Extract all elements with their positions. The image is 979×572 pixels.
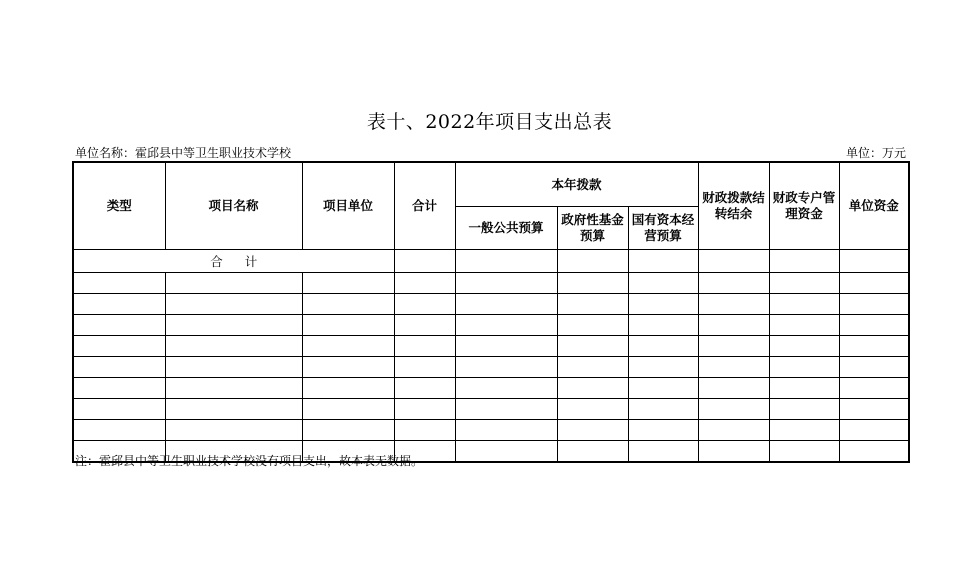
table-cell [839, 250, 909, 273]
table-row [73, 294, 909, 315]
header-general-budget: 一般公共预算 [455, 207, 557, 250]
table-cell [302, 294, 394, 315]
table-cell [698, 441, 769, 463]
table-cell [455, 357, 557, 378]
table-cell [839, 378, 909, 399]
table-cell [73, 336, 165, 357]
table-cell [769, 315, 839, 336]
table-cell [557, 315, 628, 336]
table-cell [557, 294, 628, 315]
table-cell [394, 250, 455, 273]
table-cell [698, 273, 769, 294]
table-cell [394, 273, 455, 294]
table-cell [839, 315, 909, 336]
table-cell [394, 294, 455, 315]
table-cell [455, 294, 557, 315]
total-row-label: 合计 [210, 254, 280, 269]
header-carryover-line1: 财政拨款结 [702, 190, 765, 205]
table-cell [557, 399, 628, 420]
table-cell [394, 378, 455, 399]
table-cell [394, 420, 455, 441]
table-cell [73, 273, 165, 294]
table-cell [628, 378, 698, 399]
table-cell [698, 250, 769, 273]
table-row [73, 399, 909, 420]
table-cell [73, 378, 165, 399]
table-row [73, 378, 909, 399]
table-cell [698, 315, 769, 336]
page-title: 表十、2022年项目支出总表 [366, 111, 613, 133]
header-gov-fund-line2: 预算 [579, 228, 605, 243]
table-cell [73, 420, 165, 441]
header-project-name: 项目名称 [165, 162, 302, 250]
table-row [73, 336, 909, 357]
table-cell [769, 441, 839, 463]
table-cell [557, 336, 628, 357]
table-cell [769, 294, 839, 315]
header-state-capital [628, 207, 698, 250]
table-cell [455, 420, 557, 441]
table-cell [455, 315, 557, 336]
table-cell [302, 378, 394, 399]
table-cell [698, 294, 769, 315]
header-special-line1: 财政专户管 [772, 190, 836, 205]
header-total: 合计 [394, 162, 455, 250]
table-cell [455, 250, 557, 273]
table-cell [769, 378, 839, 399]
table-cell [455, 441, 557, 463]
table-cell [839, 294, 909, 315]
table-cell [557, 378, 628, 399]
header-unit-funds: 单位资金 [839, 162, 909, 250]
table-row [73, 357, 909, 378]
table-cell [769, 336, 839, 357]
footnote: 注：霍邱县中等卫生职业技术学校没有项目支出，故本表无数据。 [75, 454, 424, 468]
table-cell [557, 357, 628, 378]
table-cell [628, 273, 698, 294]
table-cell [165, 273, 302, 294]
table-cell [769, 399, 839, 420]
project-expenditure-table [72, 161, 910, 463]
table-cell [455, 273, 557, 294]
header-carryover-line2: 转结余 [714, 206, 753, 221]
table-cell [165, 336, 302, 357]
table-cell [73, 357, 165, 378]
header-special-account [769, 162, 839, 250]
table-cell [394, 336, 455, 357]
table-cell [165, 294, 302, 315]
table-cell [302, 273, 394, 294]
table-cell [394, 399, 455, 420]
total-row [73, 250, 909, 273]
total-row-label-cell [73, 250, 394, 273]
table-cell [628, 420, 698, 441]
table-cell [628, 357, 698, 378]
table-cell [628, 315, 698, 336]
header-gov-fund [557, 207, 628, 250]
money-unit-label: 单位：万元 [845, 146, 906, 160]
header-carryover [698, 162, 769, 250]
table-cell [698, 336, 769, 357]
table-cell [302, 420, 394, 441]
table-cell [698, 378, 769, 399]
table-cell [839, 336, 909, 357]
table-cell [394, 357, 455, 378]
table-cell [455, 378, 557, 399]
table-cell [628, 441, 698, 463]
table-cell [165, 315, 302, 336]
table-cell [698, 357, 769, 378]
table-cell [628, 294, 698, 315]
table-cell [165, 378, 302, 399]
table-cell [165, 357, 302, 378]
table-cell [455, 336, 557, 357]
header-state-capital-line1: 国有资本经 [631, 212, 695, 227]
table-cell [165, 399, 302, 420]
header-type: 类型 [73, 162, 165, 250]
table-cell [557, 420, 628, 441]
table-cell [394, 315, 455, 336]
table-cell [769, 357, 839, 378]
header-state-capital-line2: 营预算 [644, 228, 682, 243]
table-cell [73, 294, 165, 315]
table-cell [628, 399, 698, 420]
header-gov-fund-line1: 政府性基金 [561, 212, 624, 227]
table-cell [839, 420, 909, 441]
table-cell [769, 420, 839, 441]
table-cell [628, 336, 698, 357]
table-cell [165, 420, 302, 441]
table-cell [302, 357, 394, 378]
table-cell [557, 441, 628, 463]
table-row [73, 315, 909, 336]
table-cell [839, 357, 909, 378]
header-project-unit: 项目单位 [302, 162, 394, 250]
table-cell [455, 399, 557, 420]
unit-name-label: 单位名称：霍邱县中等卫生职业技术学校 [75, 146, 292, 160]
table-cell [698, 420, 769, 441]
header-special-line2: 理资金 [785, 206, 823, 221]
table-cell [698, 399, 769, 420]
table-cell [839, 273, 909, 294]
table-cell [839, 441, 909, 463]
header-current-year-appropriation: 本年拨款 [455, 162, 698, 207]
table-cell [302, 315, 394, 336]
table-cell [839, 399, 909, 420]
table-cell [73, 399, 165, 420]
table-cell [302, 399, 394, 420]
table-row [73, 420, 909, 441]
table-cell [73, 315, 165, 336]
table-cell [557, 273, 628, 294]
table-cell [769, 273, 839, 294]
table-cell [628, 250, 698, 273]
table-cell [302, 336, 394, 357]
table-cell [769, 250, 839, 273]
table-cell [557, 250, 628, 273]
table-row [73, 273, 909, 294]
